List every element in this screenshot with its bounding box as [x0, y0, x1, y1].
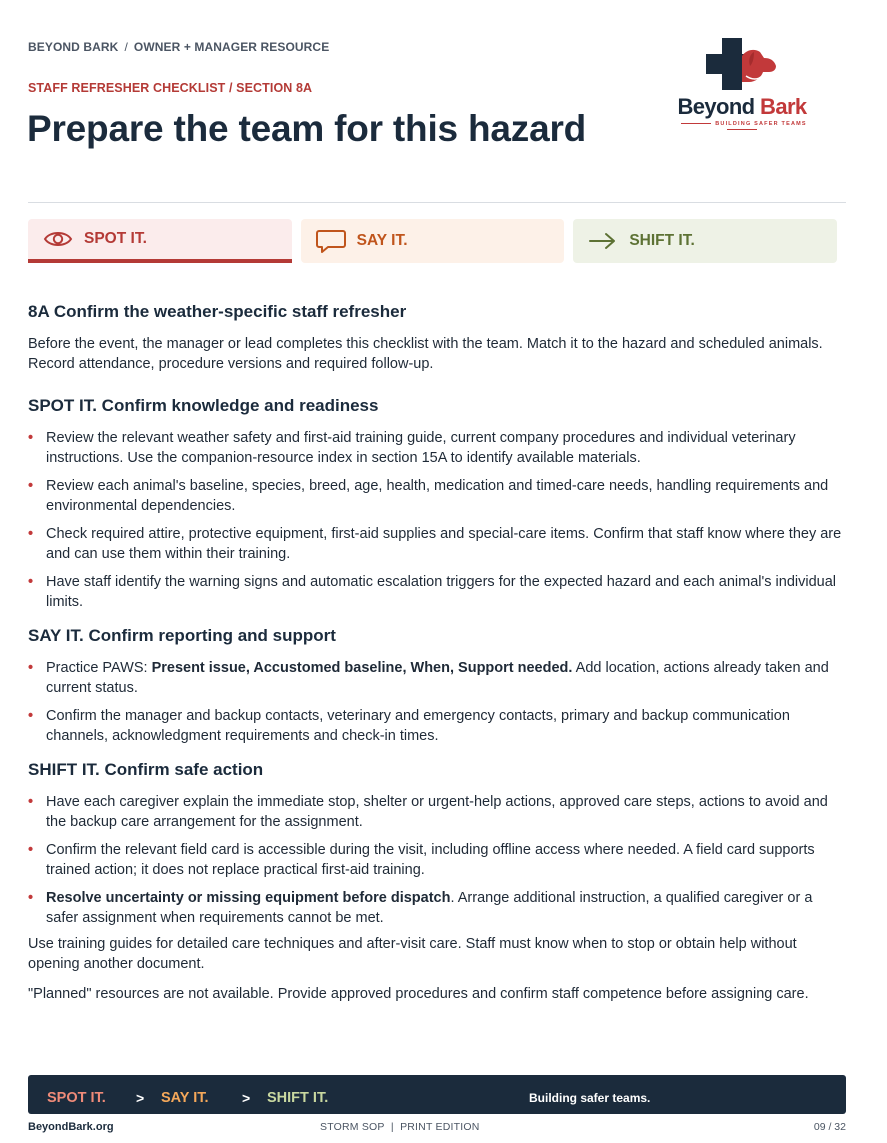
breadcrumb [28, 40, 329, 54]
tab-spot-label: SPOT IT. [84, 230, 147, 247]
list-item: • Confirm the relevant field card is accessible during the visit, including offline access where needed. A field card supports trained action; it does not replace practical first-aid training. [28, 840, 848, 880]
logo-word-beyond: Beyond [677, 94, 761, 119]
page-title: Prepare the team for this hazard [27, 108, 587, 149]
list-item [28, 658, 848, 698]
page-number: 09 / 32 [813, 1121, 846, 1133]
footer-tagline: Building safer teams. [529, 1091, 651, 1105]
list-item: • Have each caregiver explain the immediate stop, shelter or urgent-help actions, approved care steps, actions to avoid and the backup care arrangement for the assignment. [28, 792, 848, 832]
tab-say-it[interactable] [301, 219, 565, 263]
footer-site-link[interactable]: BeyondBark.org [28, 1121, 114, 1133]
shift-list [28, 792, 848, 928]
tab-shift-label: SHIFT IT. [629, 232, 695, 249]
closing-paragraph-2: "Planned" resources are not available. Provide approved procedures and confirm staff competence before assigning care. [28, 986, 809, 1002]
breadcrumb-section[interactable]: OWNER + MANAGER RESOURCE [133, 40, 330, 54]
list-item: • Review the relevant weather safety and first-aid training guide, current company procedures and individual veterinary instructions. Use the companion-resource index in section 15A to identify available materials. [28, 428, 848, 468]
footer-arrow: > [136, 1090, 145, 1106]
logo-tagline: BUILDING SAFER TEAMS [668, 121, 816, 133]
section-kicker: STAFF REFRESHER CHECKLIST / SECTION 8A [28, 81, 313, 95]
list-item: • Check required attire, protective equipment, first-aid supplies and special-care items. Confirm that staff know where they are and can use them within their training. [28, 524, 848, 564]
footer-divider: | [390, 1121, 394, 1133]
logo-word-bark: Bark [760, 94, 807, 119]
tab-say-label: SAY IT. [356, 232, 408, 249]
paws-acronym: Present issue, Accustomed baseline, When, Support needed. [151, 660, 573, 676]
medical-cross-dog-logo-icon [664, 34, 824, 94]
list-item: • Have staff identify the warning signs and automatic escalation triggers for the expected hazard and each animal's individual limits. [28, 572, 848, 612]
header-divider [28, 202, 846, 203]
footer-edition [320, 1121, 479, 1133]
list-item: • Confirm the manager and backup contacts, veterinary and emergency contacts, primary and backup communication channels, acknowledgment requirements and check-in times. [28, 706, 848, 746]
say-heading: SAY IT. Confirm reporting and support [28, 626, 336, 645]
arrow-right-icon [587, 229, 619, 253]
main-content [28, 302, 848, 1004]
intro-text: Before the event, the manager or lead completes this checklist with the team. Match it to the hazard and scheduled animals. Record attendance, procedure versions and required follow-up. [28, 336, 823, 372]
closing-paragraph-1: Use training guides for detailed care techniques and after-visit care. Staff must know when to stop or obtain help without opening another document. [28, 936, 797, 972]
logo-wordmark [664, 94, 820, 120]
footer-arrow: > [242, 1090, 251, 1106]
footer-edition-label: PRINT EDITION [400, 1121, 480, 1133]
list-item: • Review each animal's baseline, species, breed, age, health, medication and timed-care needs, handling requirements and environmental dependencies. [28, 476, 848, 516]
tab-spot-it[interactable] [28, 219, 292, 263]
shift-heading: SHIFT IT. Confirm safe action [28, 760, 264, 779]
footer-doc: STORM SOP [320, 1121, 385, 1133]
intro-heading: 8A Confirm the weather-specific staff refresher [28, 302, 407, 321]
tab-shift-it[interactable] [573, 219, 837, 263]
speech-bubble-icon [315, 229, 347, 253]
footer-banner [28, 1075, 846, 1114]
spot-heading: SPOT IT. Confirm knowledge and readiness [28, 396, 379, 415]
spot-say-shift-tabs [28, 219, 837, 264]
eye-icon [42, 227, 74, 251]
list-item [28, 888, 848, 928]
footer-shift: SHIFT IT. [267, 1090, 329, 1106]
breadcrumb-separator: / [124, 40, 128, 54]
say-list [28, 658, 848, 746]
breadcrumb-org[interactable]: BEYOND BARK [28, 40, 119, 54]
resolve-suffix: . Arrange additional instruction, a qualified caregiver or a safer assignment when requirements cannot be met. [46, 890, 813, 926]
paws-prefix: Practice PAWS: [46, 660, 152, 676]
footer-spot: SPOT IT. [47, 1090, 106, 1106]
resolve-bold: Resolve uncertainty or missing equipment before dispatch [46, 890, 451, 906]
paws-suffix: Add location, actions already taken and current status. [46, 660, 829, 696]
brand-logo[interactable] [664, 34, 824, 130]
spot-list [28, 428, 848, 612]
footer-say: SAY IT. [161, 1090, 209, 1106]
